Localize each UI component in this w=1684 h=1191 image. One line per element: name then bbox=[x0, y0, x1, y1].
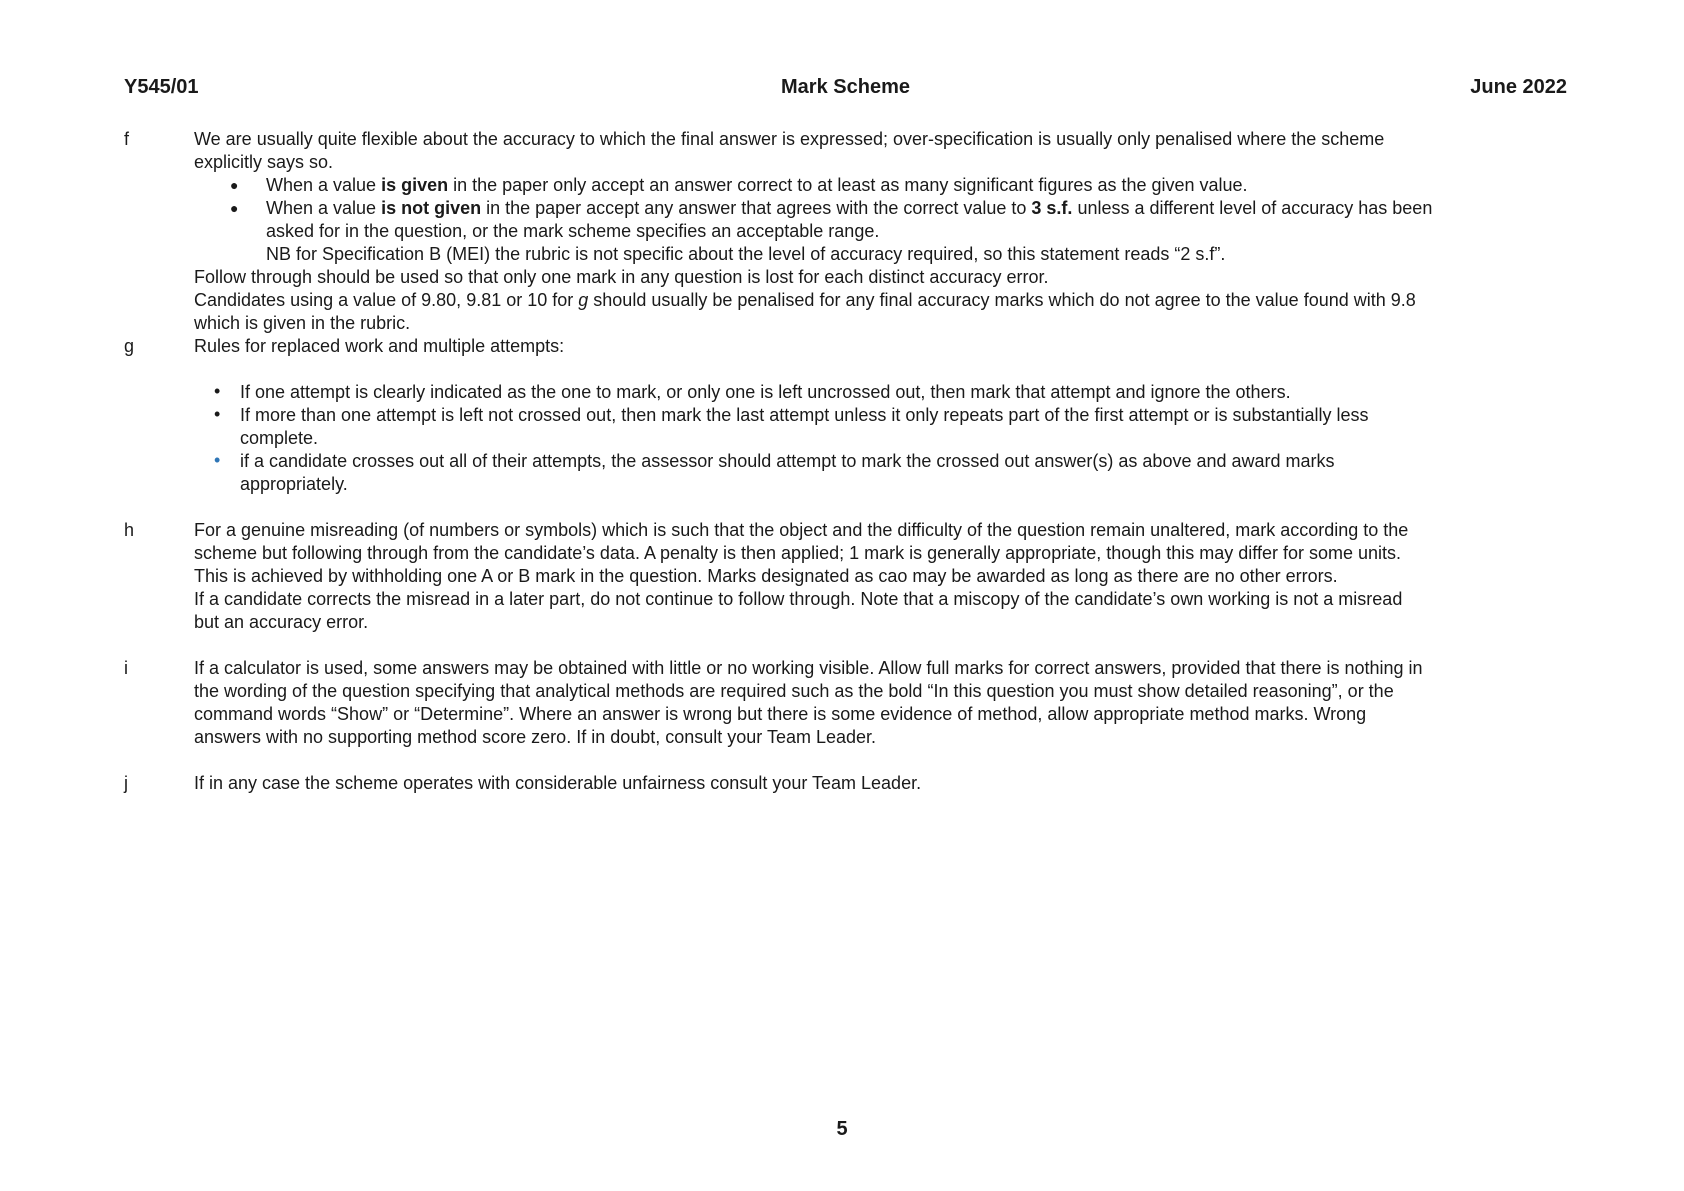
paragraph-line: the wording of the question specifying that analytical methods are required such as the bold “In this question you must show detailed reasoning”, or the bbox=[194, 681, 1394, 701]
list-item bbox=[194, 381, 1569, 404]
paragraph-text: should usually be penalised for any final accuracy marks which do not agree to the value found with 9.8 bbox=[588, 290, 1416, 310]
spacer bbox=[124, 634, 1569, 657]
paragraph-line: If in any case the scheme operates with considerable unfairness consult your Team Leader. bbox=[194, 773, 922, 793]
spacer bbox=[124, 496, 1569, 519]
item-text: unless a different level of accuracy has been bbox=[1072, 198, 1433, 218]
list-item bbox=[194, 450, 1569, 496]
list-item bbox=[194, 174, 1569, 197]
bullet-icon: • bbox=[214, 450, 221, 470]
item-text: asked for in the question, or the mark scheme specifies an acceptable range. bbox=[266, 221, 880, 241]
paragraph-line: If a candidate corrects the misread in a later part, do not continue to follow through. Note that a miscopy of the candidate’s own working is not a misread bbox=[194, 589, 1403, 609]
item-text: When a value bbox=[266, 175, 382, 195]
variable-g: g bbox=[578, 290, 589, 310]
paragraph-line: If a calculator is used, some answers may be obtained with little or no working visible. Allow full marks for correct answers, provided that there is nothing in bbox=[194, 658, 1423, 678]
item-text: If more than one attempt is left not crossed out, then mark the last attempt unless it only repeats part of the first attempt or is substantially less bbox=[240, 405, 1369, 425]
paragraph-line: command words “Show” or “Determine”. Where an answer is wrong but there is some evidence of method, allow appropriate method marks. Wrong bbox=[194, 704, 1367, 724]
paragraph-line: explicitly says so. bbox=[194, 152, 334, 172]
section-letter: h bbox=[124, 520, 135, 540]
item-text: complete. bbox=[240, 428, 319, 448]
paragraph-line: Follow through should be used so that only one mark in any question is lost for each distinct accuracy error. bbox=[194, 267, 1049, 287]
nb-note: NB for Specification B (MEI) the rubric is not specific about the level of accuracy required, so this statement reads “2 s.f”. bbox=[266, 244, 1226, 264]
page-header bbox=[124, 76, 1567, 102]
item-text: appropriately. bbox=[240, 474, 348, 494]
bullet-list bbox=[194, 174, 1569, 243]
list-item bbox=[194, 197, 1569, 243]
bullet-icon: • bbox=[214, 404, 221, 424]
paragraph-line: Rules for replaced work and multiple attempts: bbox=[194, 336, 565, 356]
paragraph-line: This is achieved by withholding one A or B mark in the question. Marks designated as cao may be awarded as long as there are no other errors. bbox=[194, 566, 1338, 586]
exam-date: June 2022 bbox=[1470, 76, 1567, 98]
document-title: Mark Scheme bbox=[781, 76, 910, 98]
paragraph-line: For a genuine misreading (of numbers or symbols) which is such that the object and the difficulty of the question remain unaltered, mark according to the bbox=[194, 520, 1409, 540]
paragraph-line: which is given in the rubric. bbox=[194, 313, 411, 333]
section-letter: g bbox=[124, 336, 135, 356]
item-text: in the paper accept any answer that agrees with the correct value to bbox=[481, 198, 1032, 218]
section-i bbox=[124, 657, 1569, 749]
item-text: If one attempt is clearly indicated as the one to mark, or only one is left uncrossed out, then mark that attempt and ignore the others. bbox=[240, 382, 1291, 402]
paragraph-line: We are usually quite flexible about the accuracy to which the final answer is expressed; over-specification is usually only penalised where the scheme bbox=[194, 129, 1385, 149]
bullet-icon: ● bbox=[230, 200, 239, 216]
section-j bbox=[124, 772, 1569, 795]
paragraph-line: answers with no supporting method score zero. If in doubt, consult your Team Leader. bbox=[194, 727, 877, 747]
paragraph-line bbox=[194, 289, 1569, 312]
item-text: in the paper only accept an answer correct to at least as many significant figures as the given value. bbox=[448, 175, 1248, 195]
paper-code: Y545/01 bbox=[124, 76, 199, 98]
section-f bbox=[124, 128, 1569, 335]
paragraph-line: scheme but following through from the candidate’s data. A penalty is then applied; 1 mark is generally appropriate, though this may differ for some units. bbox=[194, 543, 1402, 563]
item-text: if a candidate crosses out all of their attempts, the assessor should attempt to mark the crossed out answer(s) as above and award marks bbox=[240, 451, 1335, 471]
item-bold-text: is not given bbox=[381, 198, 482, 218]
spacer bbox=[124, 749, 1569, 772]
section-h bbox=[124, 519, 1569, 634]
bullet-icon: • bbox=[214, 381, 221, 401]
bullet-list bbox=[194, 381, 1569, 496]
bullet-icon: ● bbox=[230, 177, 239, 193]
item-text: When a value bbox=[266, 198, 382, 218]
paragraph-text: Candidates using a value of 9.80, 9.81 or 10 for bbox=[194, 290, 579, 310]
section-letter: j bbox=[124, 773, 128, 793]
section-letter: f bbox=[124, 129, 130, 149]
spacer bbox=[194, 358, 1569, 381]
section-letter: i bbox=[124, 658, 128, 678]
section-g bbox=[124, 335, 1569, 496]
item-bold-text: 3 s.f. bbox=[1031, 198, 1073, 218]
mark-scheme-content bbox=[124, 128, 1569, 795]
list-item bbox=[194, 404, 1569, 450]
item-bold-text: is given bbox=[381, 175, 449, 195]
paragraph-line: but an accuracy error. bbox=[194, 612, 369, 632]
page-number: 5 bbox=[836, 1118, 848, 1140]
